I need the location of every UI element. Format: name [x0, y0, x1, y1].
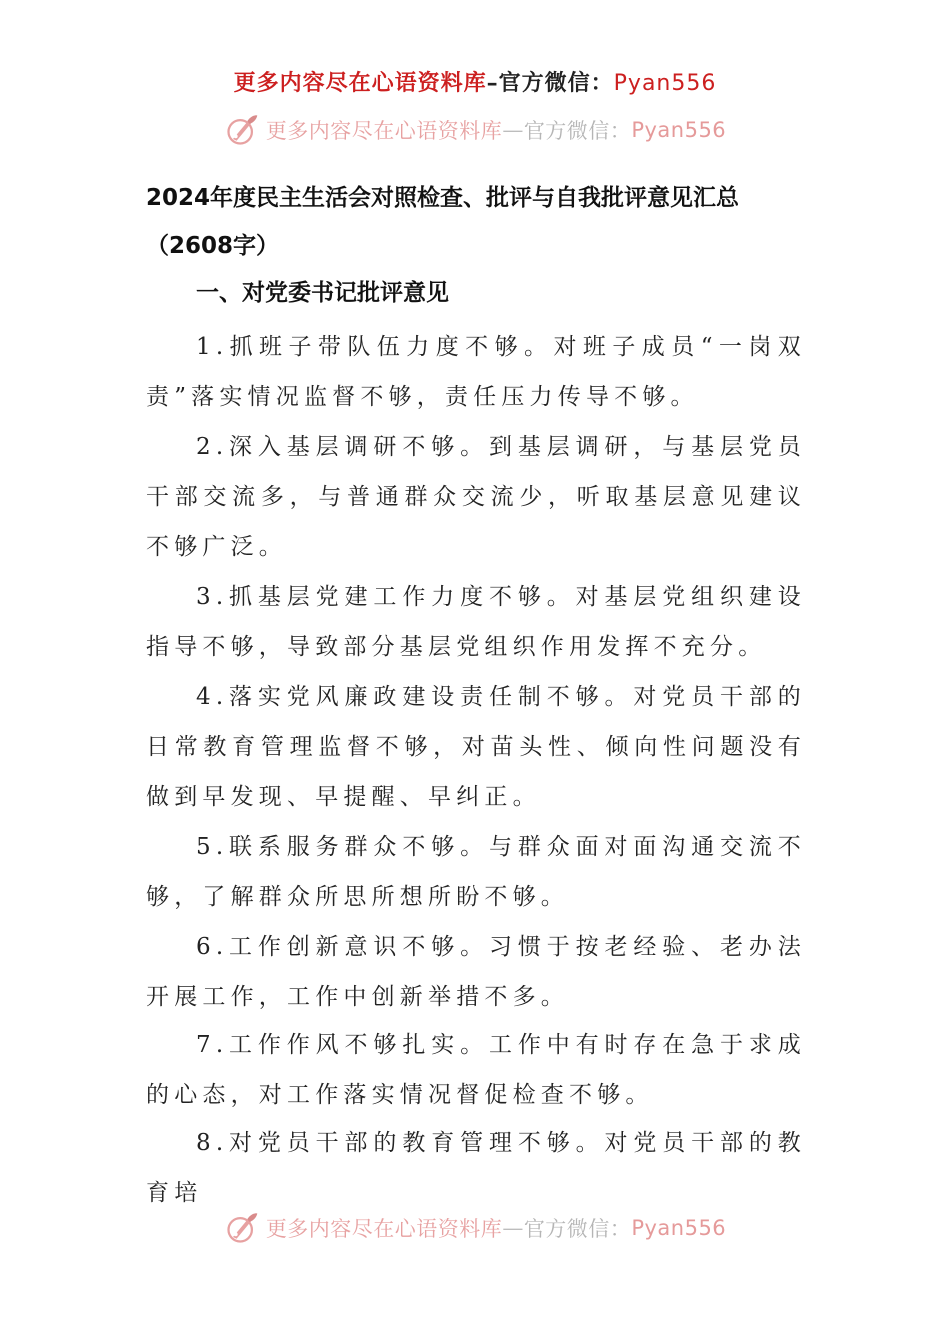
paragraph-1: 1.抓班子带队伍力度不够。对班子成员“一岗双责”落实情况监督不够，责任压力传导不够。 [146, 334, 806, 410]
document-title: 2024年度民主生活会对照检查、批评与自我批评意见汇总 [146, 185, 740, 211]
watermark-footer [0, 1210, 950, 1246]
quill-logo-icon [224, 112, 260, 148]
watermark-wechat-label: 官方微信： [523, 1217, 632, 1241]
banner-wechat-label: 官方微信： [498, 70, 614, 96]
banner-name: 更多内容尽在心语资料库 [233, 70, 487, 96]
paragraph-7: 7.工作作风不够扎实。工作中有时存在急于求成的心态，对工作落实情况督促检查不够。 [146, 1032, 806, 1108]
paragraph-4: 4.落实党风廉政建设责任制不够。对党员干部的日常教育管理监督不够，对苗头性、倾向性问题没有做到早发现、早提醒、早纠正。 [146, 684, 806, 810]
banner-wechat-id: Pyan556 [613, 71, 717, 96]
watermark-wechat-id: Pyan556 [631, 118, 727, 142]
paragraph-3: 3.抓基层党建工作力度不够。对基层党组织建设指导不够，导致部分基层党组织作用发挥不充分。 [146, 584, 806, 660]
section-heading: 一、对党委书记批评意见 [196, 280, 449, 306]
watermark-wechat-label: 官方微信： [523, 119, 632, 143]
watermark-name: 更多内容尽在心语资料库 [265, 119, 503, 143]
paragraph-2: 2.深入基层调研不够。到基层调研，与基层党员干部交流多，与普通群众交流少，听取基层意见建议不够广泛。 [146, 434, 806, 560]
paragraph-5: 5.联系服务群众不够。与群众面对面沟通交流不够，了解群众所思所想所盼不够。 [146, 834, 806, 910]
watermark-header [0, 112, 950, 148]
paragraph-6: 6.工作创新意识不够。习惯于按老经验、老办法开展工作，工作中创新举措不多。 [146, 934, 806, 1010]
watermark-separator: — [502, 1216, 524, 1240]
watermark-separator: — [502, 118, 524, 142]
watermark-wechat-id: Pyan556 [631, 1216, 727, 1240]
quill-logo-icon [224, 1210, 260, 1246]
banner-separator: – [486, 70, 499, 96]
top-banner [0, 66, 950, 97]
paragraph-8: 8.对党员干部的教育管理不够。对党员干部的教育培 [146, 1130, 806, 1206]
document-title-wordcount: （2608字） [146, 233, 280, 259]
watermark-name: 更多内容尽在心语资料库 [265, 1217, 503, 1241]
